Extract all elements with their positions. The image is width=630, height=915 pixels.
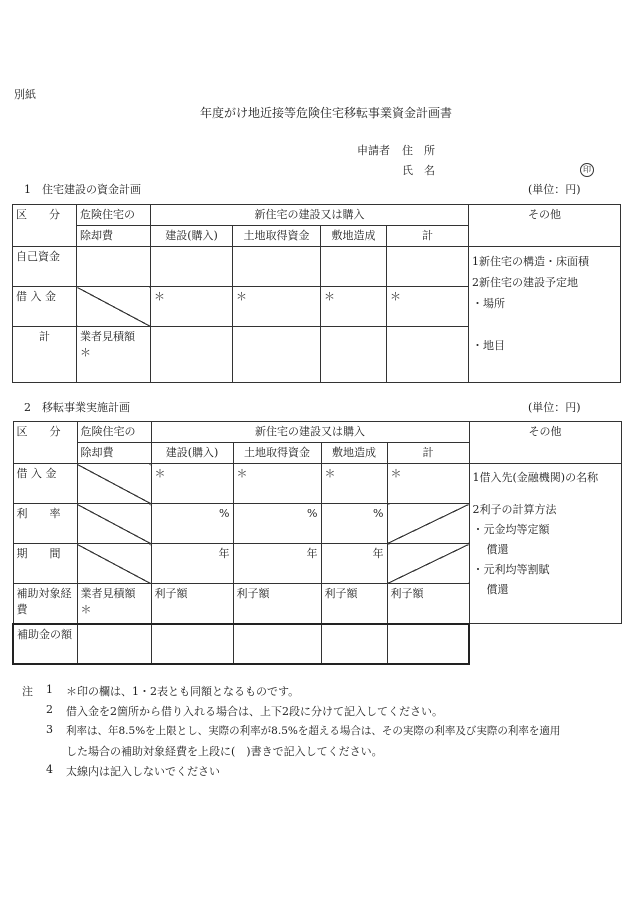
cell[interactable] [387, 247, 469, 287]
cell[interactable] [233, 247, 321, 287]
row-own-funds: 自己資金 [13, 247, 77, 287]
header-land: 土地取得資金 [233, 226, 321, 247]
cell[interactable]: 年 [233, 544, 321, 584]
cell[interactable] [321, 247, 387, 287]
note-num: 1 [46, 683, 53, 696]
fund-plan-table [12, 204, 621, 383]
cell[interactable]: 利子額 [387, 584, 469, 624]
header-build: 建設(購入) [151, 443, 233, 464]
cell[interactable] [233, 327, 321, 383]
header-total: 計 [387, 443, 469, 464]
other-info-1[interactable] [469, 247, 621, 383]
section1-heading: 1 住宅建設の資金計画 [24, 183, 141, 196]
cell[interactable]: ＊ [387, 287, 469, 327]
cell [321, 624, 387, 664]
seal-icon: 印 [580, 163, 594, 177]
cell[interactable] [321, 327, 387, 383]
cell[interactable]: 年 [321, 544, 387, 584]
cell[interactable] [151, 327, 233, 383]
name-label: 氏 名 [402, 164, 435, 177]
cell[interactable]: % [151, 504, 233, 544]
cell[interactable] [387, 327, 469, 383]
cell[interactable]: 利子額 [151, 584, 233, 624]
section2-heading: 2 移転事業実施計画 [24, 401, 130, 414]
cell[interactable]: ＊ [233, 287, 321, 327]
header-site: 敷地造成 [321, 443, 387, 464]
notes-label: 注 [22, 685, 33, 698]
applicant-label: 申請者 [357, 144, 390, 157]
cell[interactable]: % [233, 504, 321, 544]
cell[interactable]: ＊ [151, 287, 233, 327]
diagonal-cell [77, 504, 151, 544]
other-line: 2利子の計算方法 [472, 503, 557, 516]
other-line: 2新住宅の建設予定地 [472, 276, 578, 289]
header-total: 計 [387, 226, 469, 247]
header-land: 土地取得資金 [233, 443, 321, 464]
cell[interactable]: ＊ [387, 464, 469, 504]
header-kubun: 区 分 [13, 422, 77, 464]
note-num: 4 [46, 763, 53, 776]
note-num: 3 [46, 723, 53, 736]
section1-unit: (単位：円) [528, 183, 581, 196]
diagonal-cell [77, 464, 151, 504]
cell[interactable] [151, 247, 233, 287]
estimate-cell[interactable]: 業者見積額 ＊ [77, 327, 151, 383]
header-kubun: 区 分 [13, 205, 77, 247]
diagonal-cell [77, 287, 151, 327]
row-total: 計 [13, 327, 77, 383]
cell[interactable]: ＊ [151, 464, 233, 504]
header-kiken: 危険住宅の [77, 205, 151, 226]
header-new-house: 新住宅の建設又は購入 [151, 205, 469, 226]
note-text: ＊印の欄は、1・2表とも同額となるものです。 [66, 685, 300, 698]
other-line: 1新住宅の構造・床面積 [472, 255, 589, 268]
cell[interactable]: 利子額 [321, 584, 387, 624]
cell[interactable]: ＊ [321, 287, 387, 327]
other-line: ・地目 [472, 339, 505, 352]
cell[interactable]: % [321, 504, 387, 544]
row-rate: 利 率 [13, 504, 77, 544]
row-loan: 借 入 金 [13, 287, 77, 327]
row-subsidy-amount: 補助金の額 [13, 624, 77, 664]
other-line: ・元金均等定額 [472, 523, 550, 536]
cell [233, 624, 321, 664]
section2-unit: (単位：円) [528, 401, 581, 414]
seal-mark [580, 162, 594, 177]
empty-cell [469, 624, 621, 664]
note-text: 太線内は記入しないでください [66, 765, 220, 778]
other-line: ・場所 [472, 297, 505, 310]
header-kiken2: 除却費 [77, 226, 151, 247]
note-text: 利率は、年8.5%を上限とし、実際の利率が8.5%を超える場合は、その実際の利率及び実際の利率を適用 [66, 725, 561, 737]
other-line: 償還 [486, 583, 509, 596]
header-kiken: 危険住宅の [77, 422, 151, 443]
address-label: 住 所 [402, 144, 435, 157]
cell[interactable]: ＊ [321, 464, 387, 504]
row-subsidy-expense: 補助対象経費 [13, 584, 77, 624]
cell [151, 624, 233, 664]
other-info-2[interactable] [469, 464, 621, 624]
row-loan: 借 入 金 [13, 464, 77, 504]
header-other: その他 [469, 205, 621, 247]
diagonal-cell [387, 504, 469, 544]
other-line: 1借入先(金融機関)の名称 [472, 471, 599, 484]
cell[interactable]: ＊ [233, 464, 321, 504]
estimate-cell[interactable]: 業者見積額 ＊ [77, 584, 151, 624]
cell [387, 624, 469, 664]
header-build: 建設(購入) [151, 226, 233, 247]
note-text: した場合の補助対象経費を上段に( )書きで記入してください。 [66, 745, 383, 758]
diagonal-cell [387, 544, 469, 584]
cell[interactable] [77, 247, 151, 287]
diagonal-cell [77, 544, 151, 584]
annex-label: 別紙 [14, 88, 36, 101]
header-kiken2: 除却費 [77, 443, 151, 464]
row-period: 期 間 [13, 544, 77, 584]
other-line: ・元利均等割賦 [472, 563, 550, 576]
relocation-plan-table [12, 421, 622, 665]
header-other: その他 [469, 422, 621, 464]
document-title: 年度がけ地近接等危険住宅移転事業資金計画書 [200, 106, 453, 120]
note-text: 借入金を2箇所から借り入れる場合は、上下2段に分けて記入してください。 [66, 705, 443, 718]
other-line: 償還 [486, 543, 509, 556]
note-num: 2 [46, 703, 53, 716]
header-site: 敷地造成 [321, 226, 387, 247]
header-new-house: 新住宅の建設又は購入 [151, 422, 469, 443]
cell [77, 624, 151, 664]
cell[interactable]: 年 [151, 544, 233, 584]
cell[interactable]: 利子額 [233, 584, 321, 624]
